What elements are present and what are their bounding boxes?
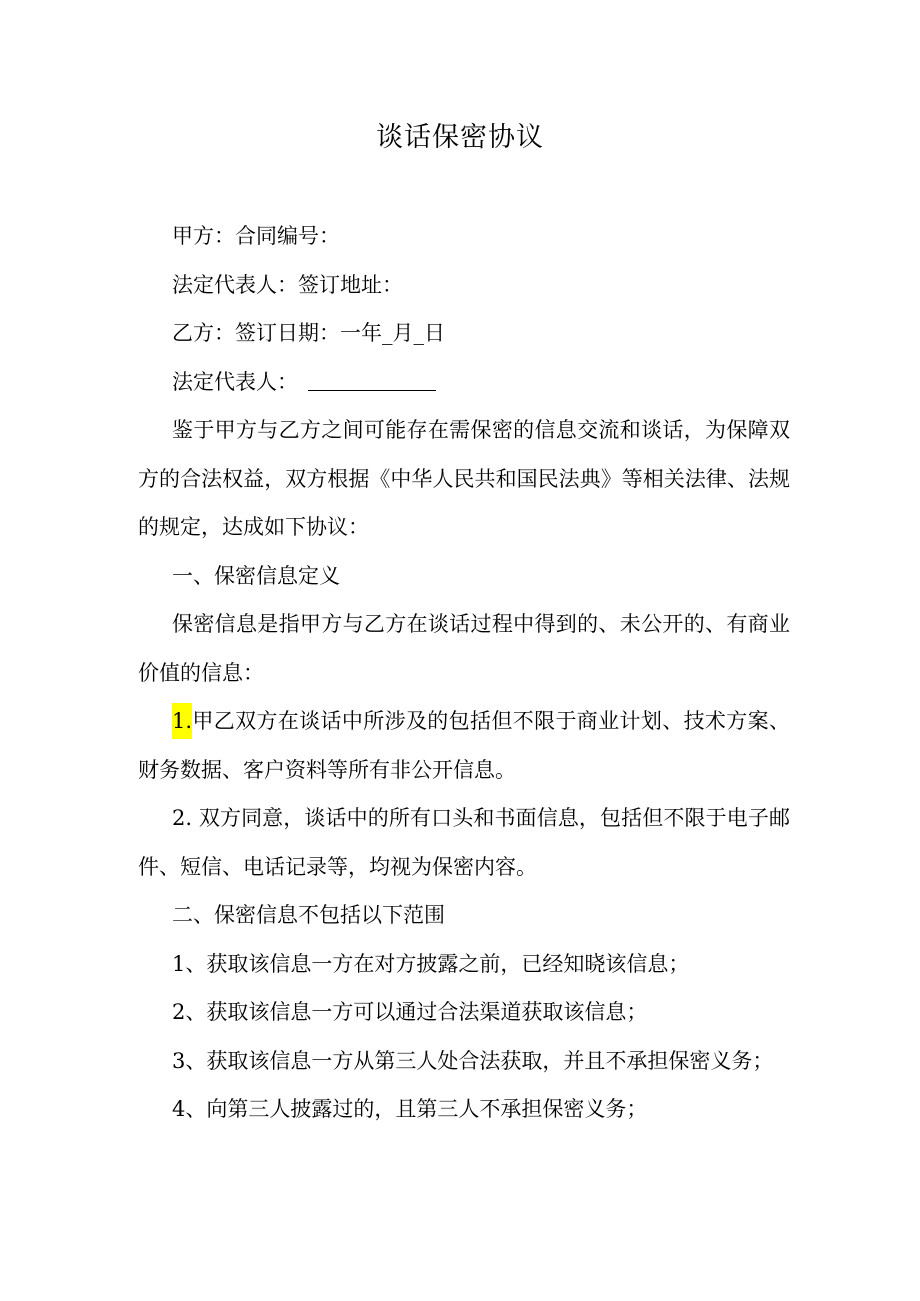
preamble-paragraph: 鉴于甲方与乙方之间可能存在需保密的信息交流和谈话，为保障双方的合法权益，双方根据《中华人民共和国民法典》等相关法律、法规的规定，达成如下协议：: [138, 418, 790, 539]
party-a-line: 甲方：合同编号：: [172, 224, 340, 248]
definition-item-1: [138, 697, 790, 794]
section-1-intro: 保密信息是指甲方与乙方在谈话过程中得到的、未公开的、有商业价值的信息：: [138, 612, 790, 685]
exclusion-item-4: 4、向第三人披露过的，且第三人不承担保密义务；: [172, 1097, 648, 1121]
document-title: 谈话保密协议: [376, 122, 544, 153]
legal-rep-line-2: [138, 358, 790, 407]
definition-item-2: 2. 双方同意，谈话中的所有口头和书面信息，包括但不限于电子邮件、短信、电话记录等，均视为保密内容。: [138, 806, 790, 879]
highlighted-item-number: 1.: [172, 703, 192, 739]
definition-item-1-text: 甲乙双方在谈话中所涉及的包括但不限于商业计划、技术方案、财务数据、客户资料等所有非公开信息。: [138, 709, 790, 782]
exclusion-item-1: 1、获取该信息一方在对方披露之前，已经知晓该信息；: [172, 951, 690, 976]
document-body: [138, 212, 790, 1134]
legal-rep-line-1: 法定代表人：签订地址：: [172, 272, 403, 297]
legal-rep-2-label: 法定代表人：: [172, 369, 298, 394]
exclusion-item-3: 3、获取该信息一方从第三人处合法获取，并且不承担保密义务；: [172, 1048, 774, 1073]
exclusion-item-2: 2、获取该信息一方可以通过合法渠道获取该信息；: [172, 1000, 648, 1024]
section-2-heading: 二、保密信息不包括以下范围: [172, 903, 445, 927]
signature-blank-line: [308, 370, 436, 391]
party-b-line: 乙方：签订日期：一年_月_日: [172, 321, 445, 345]
section-1-heading: 一、保密信息定义: [172, 563, 340, 588]
